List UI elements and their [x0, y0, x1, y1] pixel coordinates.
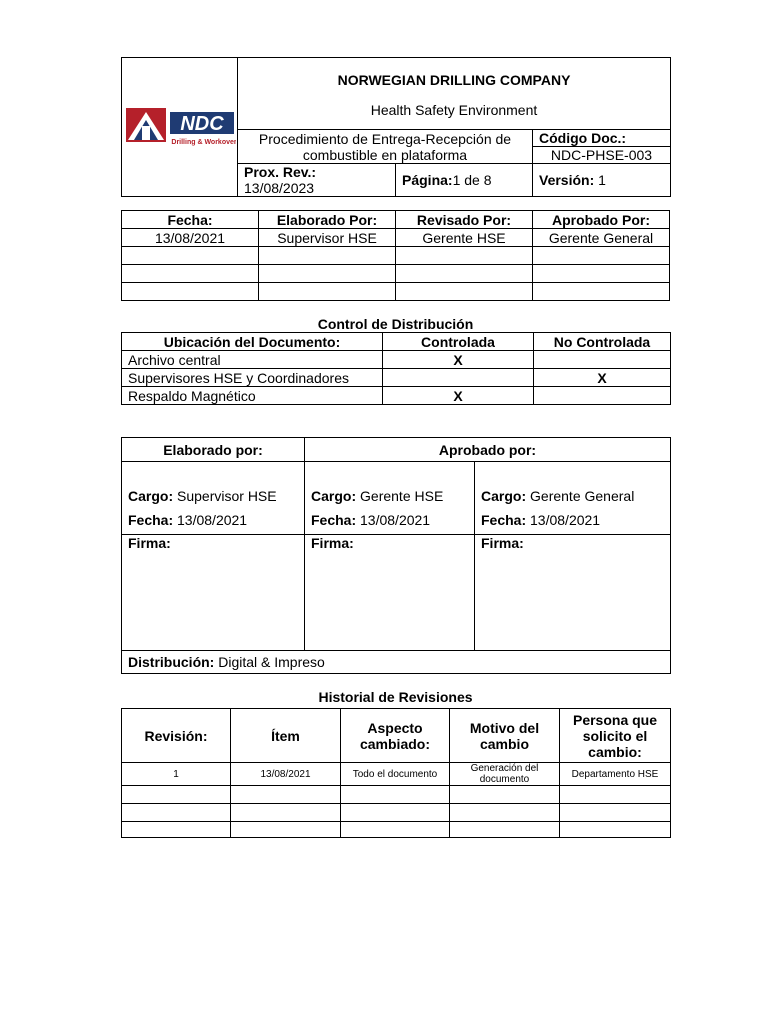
- table-row: [122, 822, 671, 838]
- signature-field: Firma:: [305, 535, 475, 651]
- header-cell: Persona que solicito el cambio:: [560, 709, 671, 763]
- table-row: [122, 283, 670, 301]
- ndc-logo-icon: [124, 104, 236, 148]
- company-logo: [122, 58, 238, 197]
- signer-info: Cargo: Supervisor HSE Fecha: 13/08/2021: [122, 462, 305, 535]
- table-row: [122, 804, 671, 822]
- table-row: 13/08/2021 Supervisor HSE Gerente HSE Gerente General: [122, 229, 670, 247]
- page-indicator: Página:1 de 8: [396, 164, 533, 197]
- table-row: Archivo central X: [122, 351, 671, 369]
- header-cell: Aspecto cambiado:: [341, 709, 450, 763]
- distribution-table: [121, 332, 671, 405]
- document-header: [121, 57, 671, 197]
- signature-field: Firma:: [475, 535, 671, 651]
- distribution-title: Control de Distribución: [317, 316, 474, 332]
- table-row: [122, 247, 670, 265]
- approved-by-label: Aprobado por:: [305, 438, 671, 462]
- header-cell: Motivo del cambio: [450, 709, 560, 763]
- header-cell: Revisado Por:: [396, 211, 533, 229]
- approval-table: [121, 210, 670, 301]
- company-name: NORWEGIAN DRILLING COMPANY: [337, 72, 571, 88]
- signer-info: Cargo: Gerente General Fecha: 13/08/2021: [475, 462, 671, 535]
- header-cell: Fecha:: [122, 211, 259, 229]
- header-cell: Elaborado Por:: [259, 211, 396, 229]
- table-row: Respaldo Magnético X: [122, 387, 671, 405]
- svg-text:NDC: NDC: [179, 112, 224, 135]
- svg-text:Drilling & Workover: Drilling & Workover: [170, 138, 236, 146]
- code-label: Código Doc.:: [533, 130, 671, 147]
- code-value: NDC-PHSE-003: [533, 147, 671, 164]
- version-indicator: Versión: 1: [533, 164, 671, 197]
- distribution-mode: Distribución: Digital & Impreso: [122, 651, 671, 674]
- header-cell: Revisión:: [122, 709, 231, 763]
- history-title: Historial de Revisiones: [318, 689, 473, 705]
- table-row: Supervisores HSE y Coordinadores X: [122, 369, 671, 387]
- department-name: Health Safety Environment: [370, 102, 538, 118]
- next-revision: Prox. Rev.: 13/08/2023: [238, 164, 396, 197]
- header-cell: No Controlada: [534, 333, 671, 351]
- elaborated-by-label: Elaborado por:: [122, 438, 305, 462]
- signature-field: Firma:: [122, 535, 305, 651]
- header-cell: Aprobado Por:: [533, 211, 670, 229]
- header-cell: Ubicación del Documento:: [122, 333, 383, 351]
- table-row: [122, 265, 670, 283]
- table-row: 1 13/08/2021 Todo el documento Generación del documento Departamento HSE: [122, 763, 671, 786]
- procedure-title: Procedimiento de Entrega-Recepción de combustible en plataforma: [238, 130, 533, 164]
- revision-history-table: [121, 708, 671, 838]
- header-cell: Ítem: [231, 709, 341, 763]
- header-cell: Controlada: [383, 333, 534, 351]
- signer-info: Cargo: Gerente HSE Fecha: 13/08/2021: [305, 462, 475, 535]
- signature-table: [121, 437, 671, 674]
- table-row: [122, 786, 671, 804]
